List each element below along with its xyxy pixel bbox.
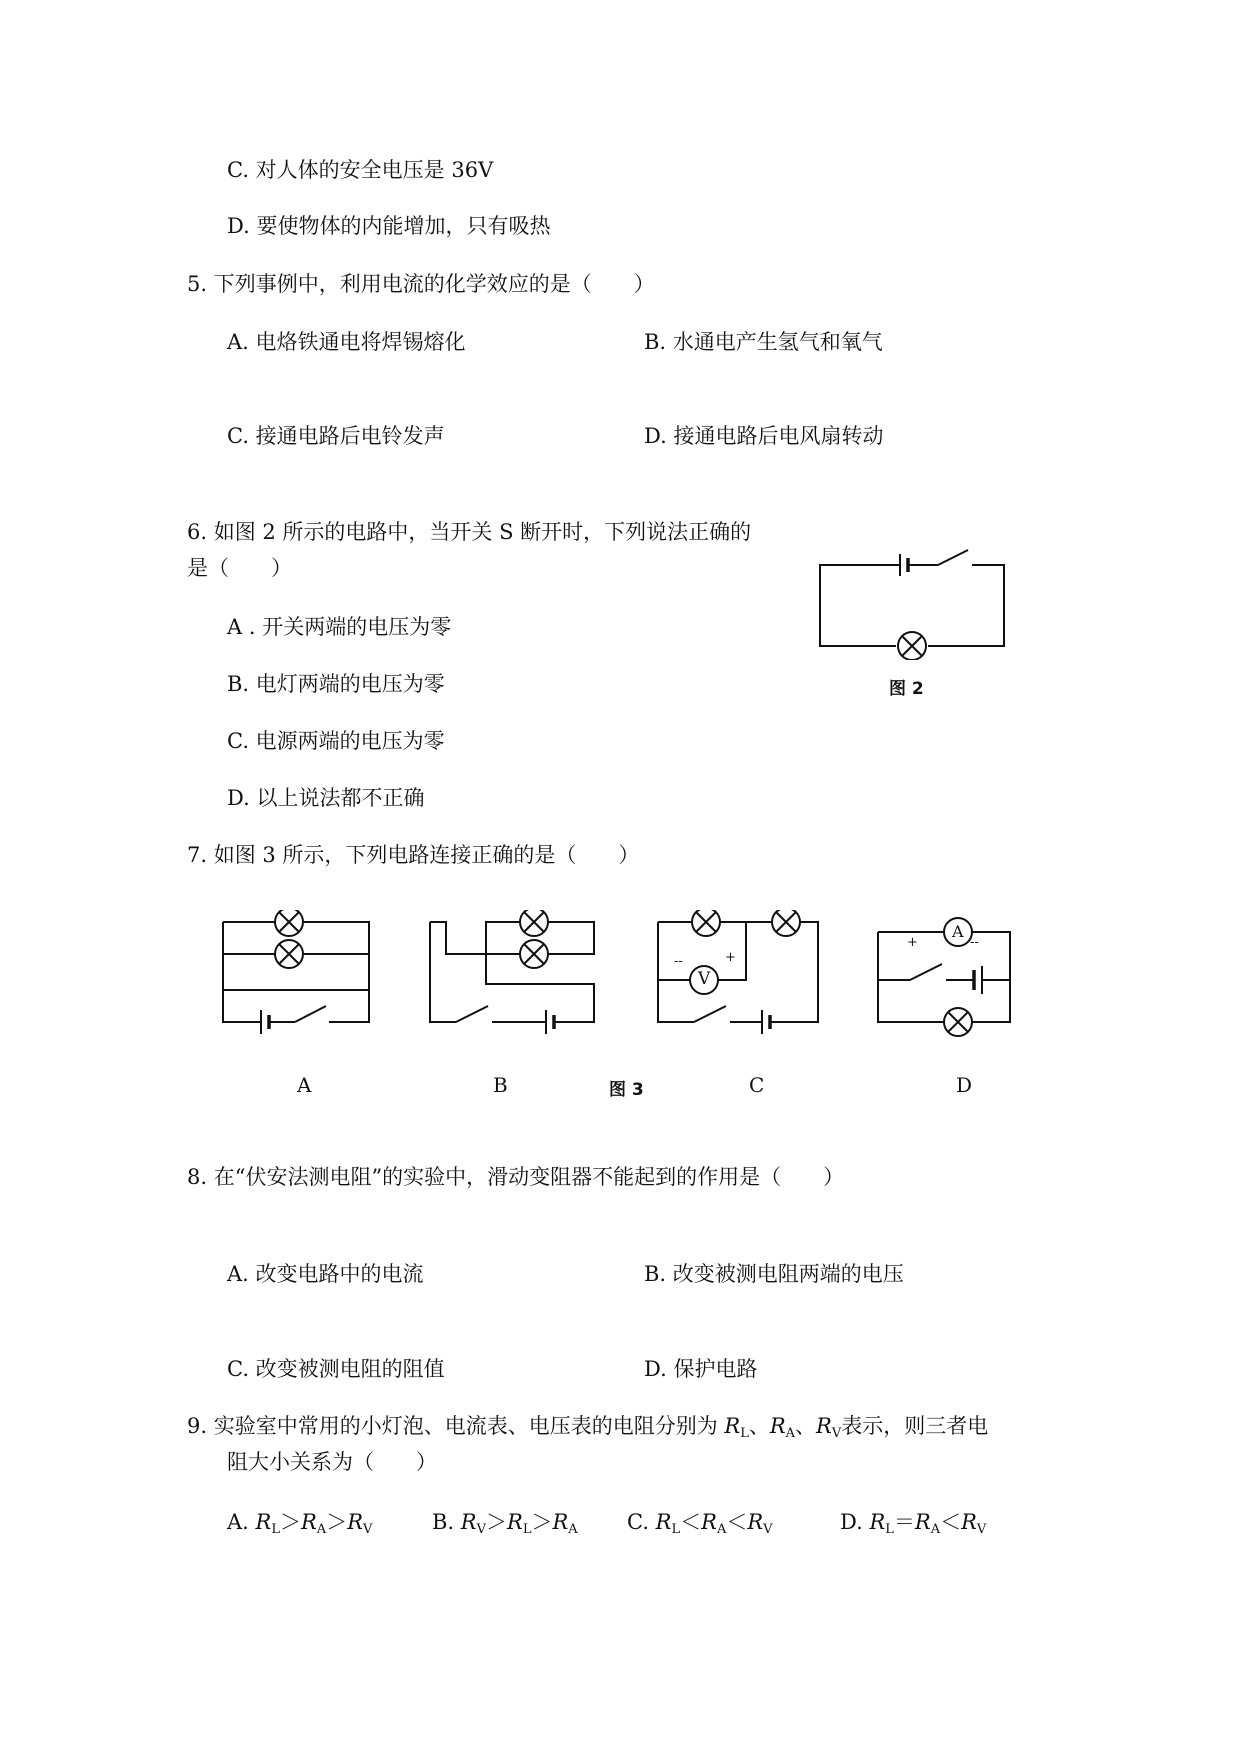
figure-2-circuit xyxy=(810,540,1010,660)
q9-option-a: A. $R_L>R_A>R_V$ xyxy=(227,1510,373,1537)
circuit-a-label: A xyxy=(297,1073,312,1097)
q6-option-d: D. 以上说法都不正确 xyxy=(227,786,425,810)
q4-option-c: C. 对人体的安全电压是 36V xyxy=(227,158,494,182)
q9-option-b: B. $R_V>R_L>R_A$ xyxy=(432,1510,578,1537)
circuit-c-label: C xyxy=(749,1073,765,1097)
q6-stem-line1: 6. 如图 2 所示的电路中，当开关 S 断开时，下列说法正确的 xyxy=(187,520,752,544)
q8-option-c: C. 改变被测电阻的阻值 xyxy=(227,1357,445,1381)
circuit-b xyxy=(422,910,612,1045)
circuit-a xyxy=(215,910,385,1045)
q8-option-d: D. 保护电路 xyxy=(644,1357,758,1381)
q9-stem-line1: 9. 实验室中常用的小灯泡、电流表、电压表的电阻分别为 $R_L$、$R_A$、$R_V$表示，则三者电 xyxy=(187,1414,989,1441)
circuit-d-label: D xyxy=(956,1073,973,1097)
voltmeter-plus-label: + xyxy=(725,950,736,965)
figure-2-caption: 图 2 xyxy=(889,679,924,699)
q5-option-b: B. 水通电产生氢气和氧气 xyxy=(644,330,883,354)
q5-stem: 5. 下列事例中，利用电流的化学效应的是（ ） xyxy=(187,272,655,296)
q6-option-b: B. 电灯两端的电压为零 xyxy=(227,672,445,696)
q4-option-d: D. 要使物体的内能增加，只有吸热 xyxy=(227,214,551,238)
q8-option-a: A. 改变电路中的电流 xyxy=(227,1262,424,1286)
q8-stem: 8. 在“伏安法测电阻”的实验中，滑动变阻器不能起到的作用是（ ） xyxy=(187,1165,845,1189)
q6-stem-line2: 是（ ） xyxy=(187,556,292,580)
ammeter-label: A xyxy=(952,922,964,941)
q5-option-a: A. 电烙铁通电将焊锡熔化 xyxy=(227,330,466,354)
fig2-wire-left xyxy=(820,565,896,646)
q5-option-c: C. 接通电路后电铃发声 xyxy=(227,424,445,448)
circuit-d xyxy=(870,910,1020,1045)
ammeter-minus-label: -- xyxy=(970,935,979,950)
ammeter-plus-label: + xyxy=(907,935,918,950)
q9-option-d: D. $R_L=R_A<R_V$ xyxy=(840,1510,987,1537)
q6-option-c: C. 电源两端的电压为零 xyxy=(227,729,445,753)
figure-3-caption: 图 3 xyxy=(609,1080,644,1100)
voltmeter-minus-label: -- xyxy=(674,954,683,969)
q9-option-c: C. $R_L<R_A<R_V$ xyxy=(627,1510,773,1537)
circuit-c xyxy=(650,910,830,1045)
fig2-switch-blade xyxy=(938,550,968,565)
q6-option-a: A . 开关两端的电压为零 xyxy=(227,615,452,639)
q7-stem: 7. 如图 3 所示，下列电路连接正确的是（ ） xyxy=(187,843,640,867)
q9-stem-line2: 阻大小关系为（ ） xyxy=(227,1450,437,1474)
q5-option-d: D. 接通电路后电风扇转动 xyxy=(644,424,884,448)
fig2-wire-right xyxy=(928,565,1004,646)
circuit-b-label: B xyxy=(493,1073,508,1097)
q8-option-b: B. 改变被测电阻两端的电压 xyxy=(644,1262,904,1286)
voltmeter-label: V xyxy=(698,969,711,989)
